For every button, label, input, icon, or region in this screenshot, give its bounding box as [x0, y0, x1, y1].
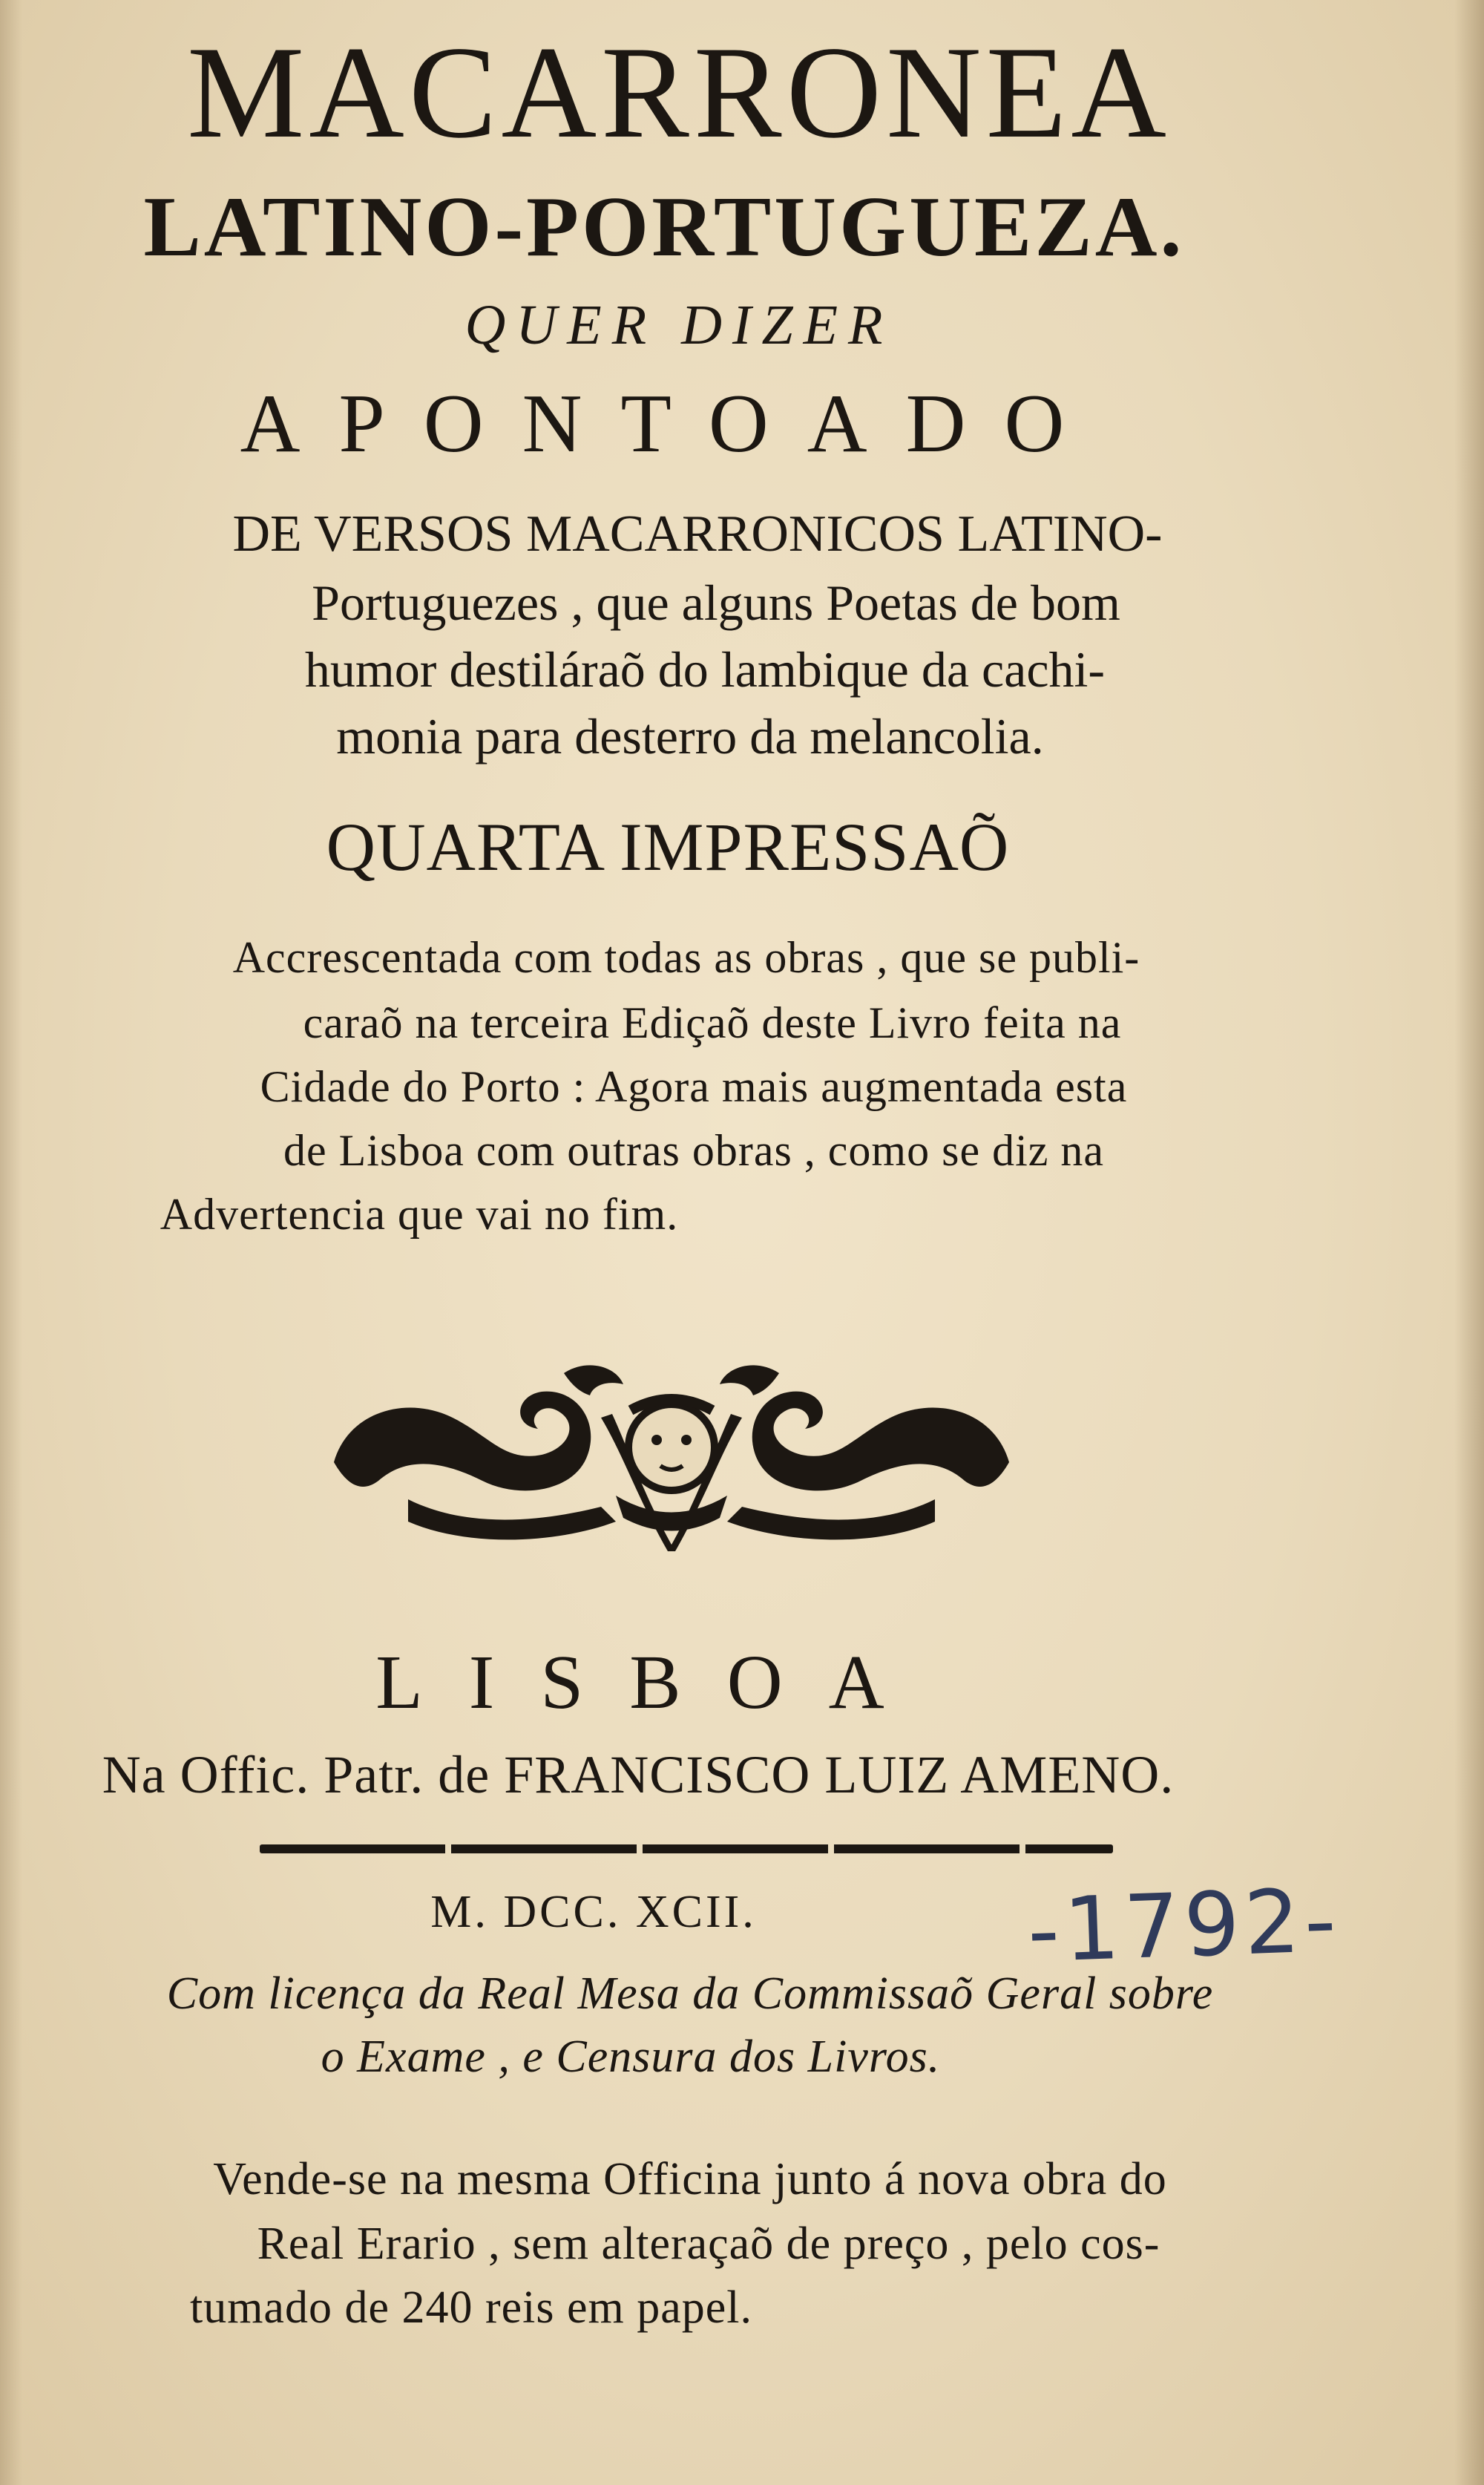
edition-note-line-2: caraõ na terceira Ediçaõ deste Livro feita na [303, 998, 1122, 1047]
description-line-2: Portuguezes , que alguns Poetas de bom [312, 574, 1120, 631]
quer-dizer-line: QUER DIZER [464, 294, 893, 356]
edition-heading: QUARTA IMPRESSAÕ [326, 809, 1010, 885]
edition-note-line-3: Cidade do Porto : Agora mais augmentada esta [260, 1062, 1128, 1111]
book-subtitle: LATINO-PORTUGUEZA. [143, 180, 1185, 275]
license-line-2: o Exame , e Censura dos Livros. [321, 2031, 941, 2082]
sale-line-2: Real Erario , sem alteraçaõ de preço , pelo cos- [257, 2219, 1160, 2269]
printer-line: Na Offic. Patr. de FRANCISCO LUIZ AMENO. [102, 1745, 1175, 1804]
edition-note-line-5: Advertencia que vai no fim. [160, 1190, 679, 1239]
apontoado-line: APONTOADO [240, 378, 1103, 470]
handwritten-year: -1792- [1025, 1868, 1342, 1983]
cherub-ornament [319, 1351, 1024, 1566]
year-roman: M. DCC. XCII. [430, 1887, 757, 1937]
license-line-1: Com licença da Real Mesa da Commissaõ Geral sobre [166, 1968, 1214, 2019]
description-line-4: monia para desterro da melancolia. [336, 708, 1044, 765]
edition-note-line-1: Accrescentada com todas as obras , que se publi- [232, 933, 1140, 982]
page-edge-left [0, 0, 22, 2485]
page-edge-right [1454, 0, 1484, 2485]
edition-note-line-4: de Lisboa com outras obras , como se diz na [283, 1126, 1105, 1175]
description-line-1: DE VERSOS MACARRONICOS LATINO- [232, 505, 1163, 563]
sale-line-3: tumado de 240 reis em papel. [189, 2282, 752, 2333]
description-line-3: humor destiláraõ do lambique da cachi- [304, 641, 1106, 698]
divider-rule [260, 1844, 1113, 1853]
place-of-printing: LISBOA [375, 1640, 930, 1725]
sale-line-1: Vende-se na mesma Officina junto á nova obra do [213, 2154, 1167, 2204]
book-title: MACARRONEA [187, 19, 1171, 166]
